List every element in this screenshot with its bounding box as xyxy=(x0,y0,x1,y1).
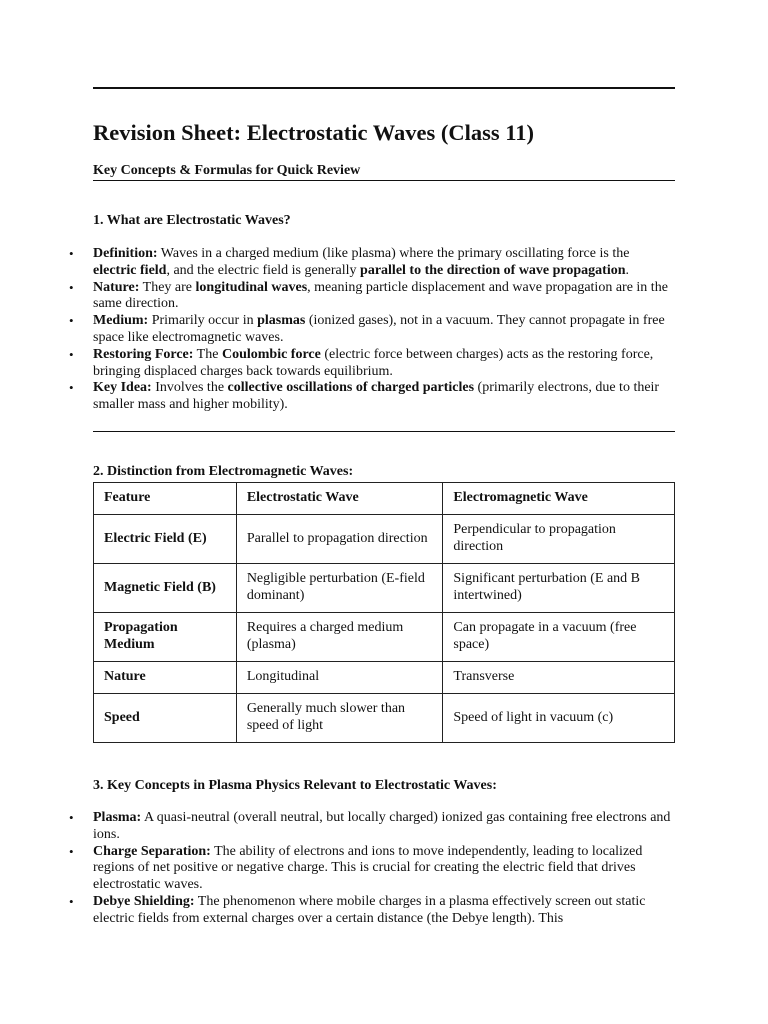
table-cell: Propagation Medium xyxy=(94,613,237,662)
comparison-table xyxy=(93,482,675,743)
bullet-text: The ability of electrons and ions to move independently, leading to localized regions of net positive or negative charge. This is crucial for creating the electric field that drives electrostatic waves. xyxy=(93,843,643,893)
page-title: Revision Sheet: Electrostatic Waves (Class 11) xyxy=(93,120,535,145)
bullet-label: Medium: xyxy=(93,313,149,329)
bullet-text: Involves the xyxy=(151,380,228,396)
bullet-text: They are xyxy=(139,279,196,295)
table-cell: Electric Field (E) xyxy=(94,515,237,564)
bullet-emphasis: parallel to the direction of wave propagation xyxy=(360,262,626,278)
section-divider xyxy=(93,431,675,432)
table-header-row xyxy=(94,483,675,515)
bullet-emphasis: longitudinal waves xyxy=(195,279,308,295)
section-3-heading: 3. Key Concepts in Plasma Physics Relevant to Electrostatic Waves: xyxy=(93,778,497,793)
table-cell: Longitudinal xyxy=(236,662,443,694)
bullet-text: , meaning particle displacement and wave propagation are in the same direction. xyxy=(93,279,668,312)
bullet-emphasis: plasmas xyxy=(257,313,306,329)
table-row xyxy=(94,564,675,613)
list-item xyxy=(69,313,675,347)
bullet-text: A quasi-neutral (overall neutral, but locally charged) ionized gas containing free electrons and ions. xyxy=(93,810,671,842)
bullet-label: Plasma: xyxy=(93,810,142,825)
list-item xyxy=(69,246,675,280)
table-row xyxy=(94,694,675,743)
bullet-label: Nature: xyxy=(93,279,140,295)
page-subtitle: Key Concepts & Formulas for Quick Review xyxy=(93,162,675,181)
table-cell: Significant perturbation (E and B intertwined) xyxy=(443,564,675,613)
bullet-text: The xyxy=(193,346,222,362)
bullet-icon: • xyxy=(69,313,74,329)
table-row xyxy=(94,613,675,662)
list-item xyxy=(69,380,675,414)
table-cell: Negligible perturbation (E-field dominant) xyxy=(236,564,443,613)
bullet-text: (primarily electrons, due to their smaller mass and higher mobility). xyxy=(93,380,660,413)
table-cell: Nature xyxy=(94,662,237,694)
list-item xyxy=(69,843,675,894)
column-header: Electrostatic Wave xyxy=(236,483,443,515)
table-cell: Magnetic Field (B) xyxy=(94,564,237,613)
bullet-icon: • xyxy=(69,346,74,362)
list-item xyxy=(69,346,675,381)
table-cell: Speed xyxy=(94,694,237,743)
table-cell: Speed of light in vacuum (c) xyxy=(443,694,675,743)
section-1-list xyxy=(69,246,675,414)
bullet-text: The phenomenon where mobile charges in a plasma effectively screen out static electric fields from external charges over a certain distance (the Debye length). This xyxy=(93,893,646,926)
column-header: Feature xyxy=(94,483,237,515)
table-cell: Can propagate in a vacuum (free space) xyxy=(443,613,675,662)
table-cell: Parallel to propagation direction xyxy=(236,515,443,564)
bullet-text: Primarily occur in xyxy=(148,313,258,329)
bullet-emphasis: collective oscillations of charged particles xyxy=(227,380,475,396)
column-header: Electromagnetic Wave xyxy=(443,483,675,515)
bullet-icon: • xyxy=(69,810,74,825)
table-cell: Requires a charged medium (plasma) xyxy=(236,613,443,662)
list-item xyxy=(69,279,675,314)
bullet-label: Restoring Force: xyxy=(93,346,194,362)
bullet-text: (ionized gases), not in a vacuum. They cannot propagate in free space like electromagnetic waves. xyxy=(93,313,665,345)
section-3-list xyxy=(69,810,675,928)
bullet-icon: • xyxy=(69,893,74,909)
table-cell: Generally much slower than speed of light xyxy=(236,694,443,743)
bullet-icon: • xyxy=(69,279,74,295)
bullet-emphasis: electric field xyxy=(93,262,167,278)
top-divider xyxy=(93,87,675,89)
bullet-label: Debye Shielding: xyxy=(93,893,195,909)
table-cell: Transverse xyxy=(443,662,675,694)
table-row xyxy=(94,662,675,694)
bullet-emphasis: Coulombic force xyxy=(221,346,321,362)
table-row xyxy=(94,515,675,564)
table-cell: Perpendicular to propagation direction xyxy=(443,515,675,564)
list-item xyxy=(69,810,675,844)
bullet-text: Waves in a charged medium (like plasma) where the primary oscillating force is the xyxy=(157,246,630,261)
bullet-text: , and the electric field is generally xyxy=(166,262,361,278)
bullet-text: (electric force between charges) acts as the restoring force, bringing displaced charges back towards equilibrium. xyxy=(93,346,654,379)
bullet-icon: • xyxy=(69,380,74,396)
bullet-label: Definition: xyxy=(93,246,158,261)
bullet-label: Key Idea: xyxy=(93,380,152,396)
section-2-heading: 2. Distinction from Electromagnetic Waves: xyxy=(93,464,354,479)
bullet-icon: • xyxy=(69,246,74,261)
list-item xyxy=(69,893,675,928)
bullet-label: Charge Separation: xyxy=(93,843,211,859)
section-1-heading: 1. What are Electrostatic Waves? xyxy=(93,213,291,228)
bullet-icon: • xyxy=(69,843,74,859)
bullet-text: . xyxy=(625,262,630,278)
